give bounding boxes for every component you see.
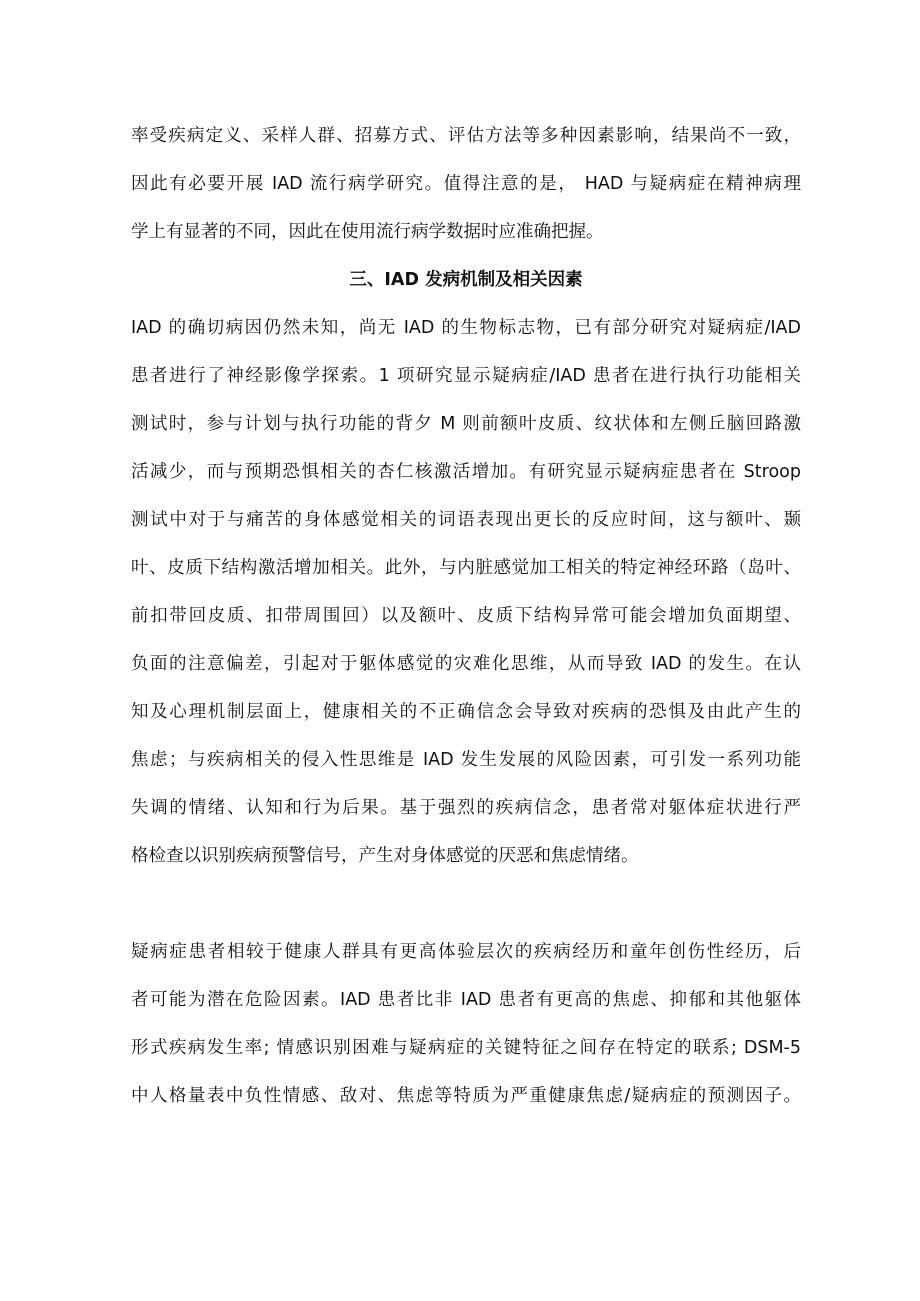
paragraph-line: 测试时，参与计划与执行功能的背夕 M 则前额叶皮质、纹状体和左侧丘脑回路激	[131, 414, 801, 434]
paragraph-line: 因此有必要开展 IAD 流行病学研究。值得注意的是， HAD 与疑病症在精神病理	[131, 174, 801, 194]
paragraph-line: 者可能为潜在危险因素。IAD 患者比非 IAD 患者有更高的焦虑、抑郁和其他躯体	[131, 990, 801, 1010]
section-heading: 三、IAD 发病机制及相关因素	[349, 270, 583, 290]
paragraph-line: 负面的注意偏差，引起对于躯体感觉的灾难化思维，从而导致 IAD 的发生。在认	[131, 654, 801, 674]
paragraph-line: 中人格量表中负性情感、敌对、焦虑等特质为严重健康焦虑/疑病症的预测因子。	[131, 1086, 801, 1106]
paragraph-line: 测试中对于与痛苦的身体感觉相关的词语表现出更长的反应时间，这与额叶、颞	[131, 510, 801, 530]
paragraph-line: 形式疾病发生率; 情感识别困难与疑病症的关键特征之间存在特定的联系; DSM-5	[131, 1038, 801, 1058]
paragraph-line: 失调的情绪、认知和行为后果。基于强烈的疾病信念，患者常对躯体症状进行严	[131, 798, 801, 818]
paragraph-line: 焦虑；与疾病相关的侵入性思维是 IAD 发生发展的风险因素，可引发一系列功能	[131, 750, 801, 770]
paragraph-line: 率受疾病定义、采样人群、招募方式、评估方法等多种因素影响，结果尚不一致，	[131, 126, 801, 146]
paragraph-line: 患者进行了神经影像学探索。1 项研究显示疑病症/IAD 患者在进行执行功能相关	[131, 366, 801, 386]
paragraph-line: 叶、皮质下结构激活增加相关。此外，与内脏感觉加工相关的特定神经环路（岛叶、	[131, 558, 801, 578]
paragraph-line: 格检查以识别疾病预警信号，产生对身体感觉的厌恶和焦虑情绪。	[131, 846, 639, 866]
paragraph-line: 知及心理机制层面上，健康相关的不正确信念会导致对疾病的恐惧及由此产生的	[131, 702, 801, 722]
paragraph-line: 疑病症患者相较于健康人群具有更高体验层次的疾病经历和童年创伤性经历，后	[131, 942, 801, 962]
paragraph-line: 学上有显著的不同，因此在使用流行病学数据时应准确把握。	[131, 222, 604, 242]
paragraph-line: 活减少，而与预期恐惧相关的杏仁核激活增加。有研究显示疑病症患者在 Stroop	[131, 462, 801, 482]
paragraph-line: IAD 的确切病因仍然未知，尚无 IAD 的生物标志物，已有部分研究对疑病症/IAD	[131, 318, 801, 338]
paragraph-line: 前扣带回皮质、扣带周围回）以及额叶、皮质下结构异常可能会增加负面期望、	[131, 606, 801, 626]
